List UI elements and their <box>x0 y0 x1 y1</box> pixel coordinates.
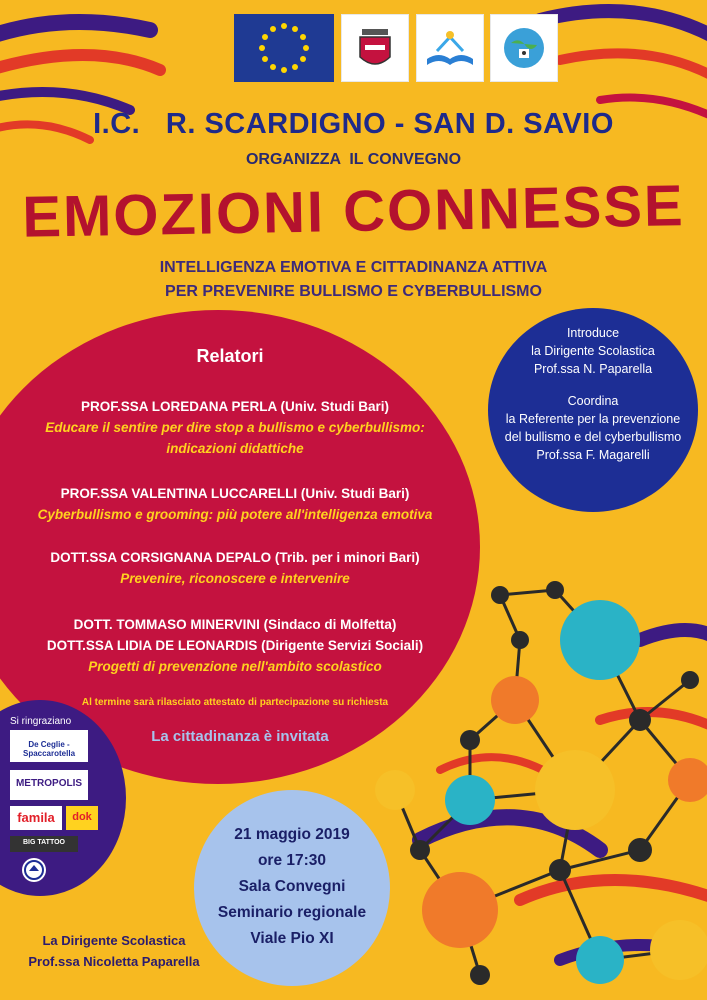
coord-role: del bullismo e del cyberbullismo <box>504 430 682 444</box>
talk-title: indicazioni didattiche <box>166 441 304 456</box>
school-book-logo <box>416 14 484 82</box>
event-title: EMOZIONI CONNESSE <box>21 173 686 250</box>
speaker-block <box>0 483 470 525</box>
event-address: Viale Pio XI <box>250 930 334 947</box>
introduce-label: Introduce <box>566 326 620 340</box>
event-details-circle <box>194 790 390 986</box>
sponsor-logo <box>10 836 78 852</box>
organizza-label: ORGANIZZA IL CONVEGNO <box>245 151 462 168</box>
relatori-heading: Relatori <box>196 346 264 366</box>
coord-role: la Referente per la prevenzione <box>505 412 681 426</box>
speaker-name: PROF.SSA LOREDANA PERLA (Univ. Studi Bari) <box>80 399 389 414</box>
coordina-label: Coordina <box>567 394 619 408</box>
sponsor-logo <box>10 806 62 830</box>
speaker-name: DOTT.SSA CORSIGNANA DEPALO (Trib. per i minori Bari) <box>50 550 420 565</box>
coord-name: Prof.ssa F. Magarelli <box>536 448 650 462</box>
eu-stars-icon <box>234 14 334 82</box>
intro-circle <box>488 308 698 512</box>
speaker-name: DOTT.SSA LIDIA DE LEONARDIS (Dirigente Servizi Sociali) <box>46 638 424 653</box>
event-date: 21 maggio 2019 <box>234 826 350 843</box>
sponsor-logo <box>22 858 46 882</box>
sponsor-name: De Ceglie - Spaccarotella <box>22 740 76 758</box>
eu-flag-logo <box>234 14 334 82</box>
speaker-block <box>0 396 470 459</box>
event-venue: Sala Convegni <box>238 878 346 895</box>
talk-title: Cyberbullismo e grooming: più potere all'intelligenza emotiva <box>37 507 433 522</box>
talk-title: Educare il sentire per dire stop a bullismo e cyberbullismo: <box>45 420 425 435</box>
sponsor-logo <box>10 730 88 762</box>
book-icon <box>417 15 483 81</box>
globe-icon <box>491 15 557 81</box>
sponsor-name: famila <box>17 810 55 825</box>
signature-name: Prof.ssa Nicoletta Paparella <box>28 954 200 969</box>
sponsor-name: METROPOLIS <box>15 778 83 789</box>
emblem-icon <box>22 858 46 882</box>
intro-name: Prof.ssa N. Paparella <box>533 362 653 376</box>
municipality-crest-logo <box>341 14 409 82</box>
intro-role: la Dirigente Scolastica <box>531 344 655 358</box>
attestato-note: Al termine sarà rilasciato attestato di partecipazione su richiesta <box>81 697 389 708</box>
subtitle-line: PER PREVENIRE BULLISMO E CYBERBULLISMO <box>165 283 542 300</box>
talk-title: Progetti di prevenzione nell'ambito scolastico <box>88 659 382 674</box>
sponsor-name: BIG TATTOO <box>23 839 65 846</box>
school-name: I.C. R. SCARDIGNO - SAN D. SAVIO <box>93 108 614 140</box>
event-time: ore 17:30 <box>257 852 327 869</box>
invitation-text: La cittadinanza è invitata <box>151 728 329 745</box>
talk-title: Prevenire, riconoscere e intervenire <box>120 571 350 586</box>
globe-lock-logo <box>490 14 558 82</box>
event-subtitle <box>0 256 707 304</box>
sponsor-logo <box>66 806 98 830</box>
crest-icon <box>342 15 408 81</box>
signature-block <box>14 930 214 972</box>
subtitle-line: INTELLIGENZA EMOTIVA E CITTADINANZA ATTIVA <box>159 259 548 276</box>
sponsor-name: dok <box>72 811 92 823</box>
sponsor-logo <box>10 770 88 800</box>
speaker-name: DOTT. TOMMASO MINERVINI (Sindaco di Molfetta) <box>73 617 397 632</box>
event-venue: Seminario regionale <box>217 904 367 921</box>
speaker-name: PROF.SSA VALENTINA LUCCARELLI (Univ. Studi Bari) <box>60 486 410 501</box>
speaker-block <box>0 547 470 589</box>
thanks-heading: Si ringraziano <box>10 716 72 727</box>
signature-role: La Dirigente Scolastica <box>42 933 186 948</box>
speaker-block <box>0 614 470 677</box>
